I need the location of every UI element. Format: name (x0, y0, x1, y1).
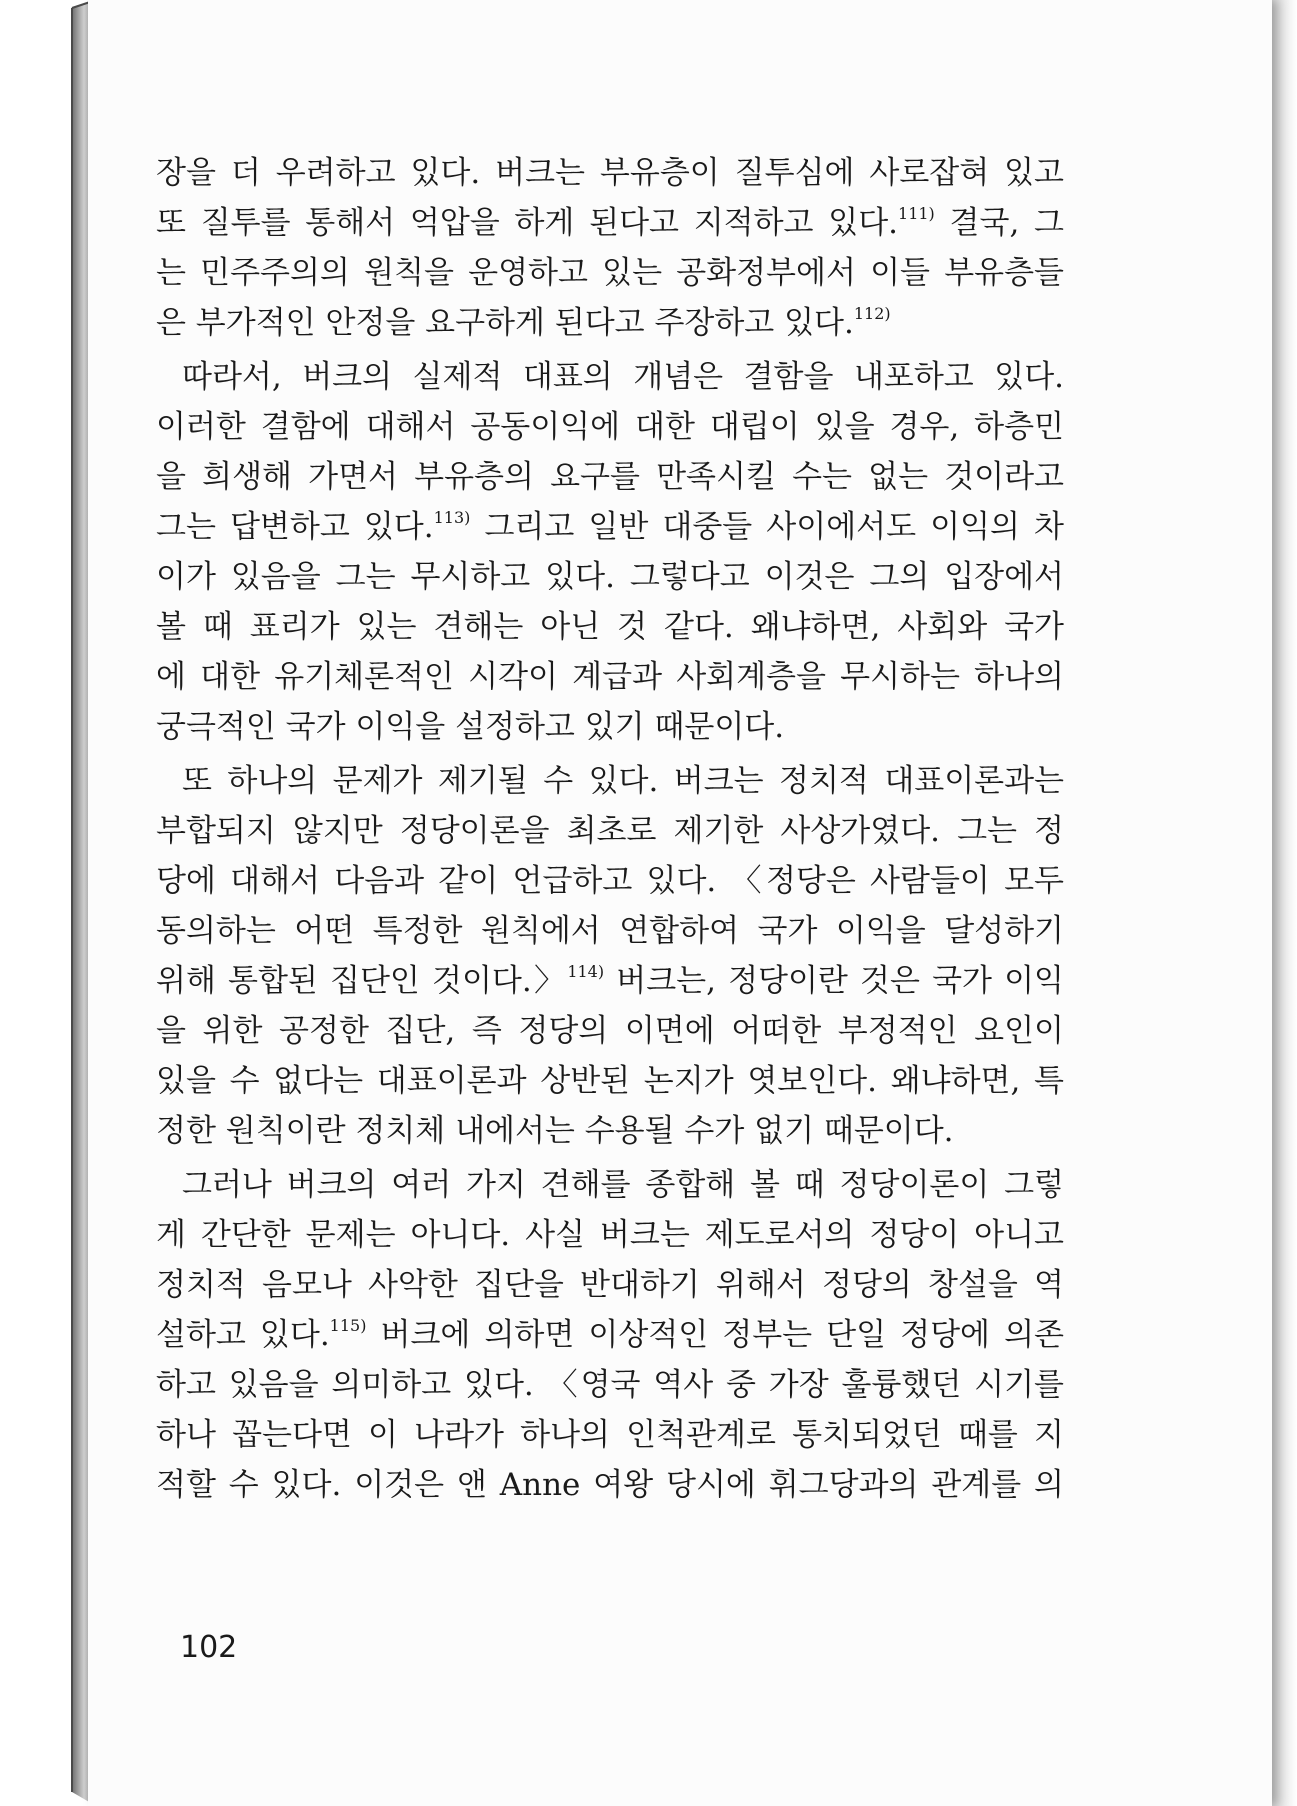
text-line: 이러한 결함에 대해서 공동이익에 대한 대립이 있을 경우, 하층민 (156, 409, 1064, 445)
text-line: 에 대한 유기체론적인 시각이 계급과 사회계층을 무시하는 하나의 (156, 659, 1064, 695)
footnote-ref: 113) (433, 508, 471, 527)
text-line: 또 하나의 문제가 제기될 수 있다. 버크는 정치적 대표이론과는 (182, 763, 1064, 799)
text-line: 은 부가적인 안정을 요구하게 된다고 주장하고 있다.$^{112)}$ (156, 304, 891, 341)
text-line: 동의하는 어떤 특정한 원칙에서 연합하여 국가 이익을 달성하기 (156, 913, 1064, 949)
text-line: 궁극적인 국가 이익을 설정하고 있기 때문이다. (156, 709, 785, 745)
page-number: 102 (180, 1630, 238, 1665)
footnote-ref: 114) (567, 962, 605, 981)
text-line: 하고 있음을 의미하고 있다. 〈영국 역사 중 가장 훌륭했던 시기를 (156, 1367, 1064, 1403)
footnote-ref: 111) (898, 204, 935, 223)
text-line: 이가 있음을 그는 무시하고 있다. 그렇다고 이것은 그의 입장에서 (156, 559, 1064, 595)
text-line: 게 간단한 문제는 아니다. 사실 버크는 제도로서의 정당이 아니고 (156, 1217, 1064, 1253)
text-line: 그는 답변하고 있다.$^{113)}$ 그리고 일반 대중들 사이에서도 이익의 차 (156, 508, 1064, 545)
text-line: 설하고 있다.$^{115)}$ 버크에 의하면 이상적인 정부는 단일 정당에 의존 (156, 1316, 1064, 1353)
text-line: 하나 꼽는다면 이 나라가 하나의 인척관계로 통치되었던 때를 지 (156, 1417, 1064, 1453)
text-line: 을 희생해 가면서 부유층의 요구를 만족시킬 수는 없는 것이라고 (156, 459, 1064, 495)
text-line: 부합되지 않지만 정당이론을 최초로 제기한 사상가였다. 그는 정 (156, 813, 1064, 849)
text-line: 장을 더 우려하고 있다. 버크는 부유층이 질투심에 사로잡혀 있고 (156, 155, 1064, 191)
text-line: 는 민주주의의 원칙을 운영하고 있는 공화정부에서 이들 부유층들 (156, 255, 1064, 291)
text-line: 정치적 음모나 사악한 집단을 반대하기 위해서 정당의 창설을 역 (156, 1267, 1064, 1303)
footnote-ref: 115) (329, 1316, 367, 1335)
text-line: 또 질투를 통해서 억압을 하게 된다고 지적하고 있다.$^{111)}$ 결국, 그 (156, 204, 1064, 241)
body-text (156, 148, 1064, 1510)
text-line: 적할 수 있다. 이것은 앤 Anne 여왕 당시에 휘그당과의 관계를 의 (156, 1467, 1064, 1503)
text-line: 그러나 버크의 여러 가지 견해를 종합해 볼 때 정당이론이 그렇 (182, 1167, 1064, 1203)
text-line: 정한 원칙이란 정치체 내에서는 수용될 수가 없기 때문이다. (156, 1113, 954, 1149)
text-line: 볼 때 표리가 있는 견해는 아닌 것 같다. 왜냐하면, 사회와 국가 (156, 609, 1064, 645)
text-line: 있을 수 없다는 대표이론과 상반된 논지가 엿보인다. 왜냐하면, 특 (156, 1063, 1064, 1099)
text-line: 따라서, 버크의 실제적 대표의 개념은 결함을 내포하고 있다. (182, 359, 1064, 395)
text-line: 당에 대해서 다음과 같이 언급하고 있다. 〈정당은 사람들이 모두 (156, 863, 1064, 899)
footnote-ref: 112) (853, 304, 891, 323)
text-line: 위해 통합된 집단인 것이다.〉$^{114)}$ 버크는, 정당이란 것은 국가 이익 (156, 962, 1064, 999)
text-line: 을 위한 공정한 집단, 즉 정당의 이면에 어떠한 부정적인 요인이 (156, 1013, 1064, 1049)
